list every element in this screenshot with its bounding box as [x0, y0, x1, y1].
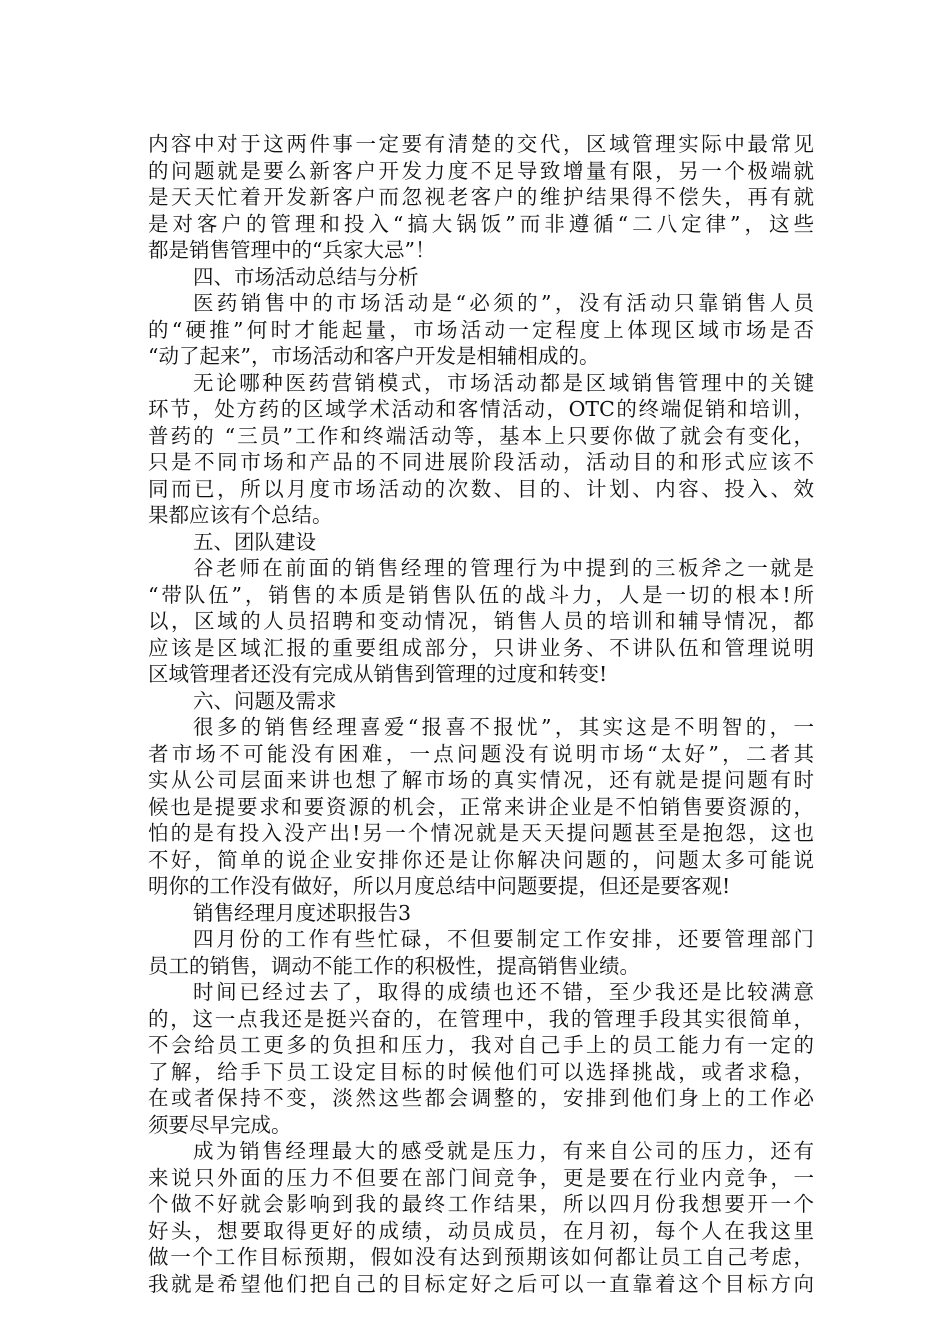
- text-line: 果都应该有个总结。: [148, 503, 333, 527]
- document-body: [148, 131, 814, 1297]
- text-line: 普药的 “三员”工作和终端活动等，基本上只要你做了就会有变化，: [148, 423, 814, 448]
- text-line: 以，区域的人员招聘和变动情况，销售人员的培训和辅导情况，都: [148, 609, 814, 633]
- text-line: 区域管理者还没有完成从销售到管理的过度和转变!: [148, 662, 608, 686]
- text-line: 的问题就是要么新客户开发力度不足导致增量有限，另一个极端就: [148, 158, 814, 183]
- text-line: “带队伍”，销售的本质是销售队伍的战斗力，人是一切的根本!所: [148, 582, 814, 607]
- text-line: 是天天忙着开发新客户而忽视老客户的维护结果得不偿失，再有就: [148, 185, 814, 209]
- paragraph-first-line: 谷老师在前面的销售经理的管理行为中提到的三板斧之一就是: [193, 556, 814, 580]
- text-line: 须要尽早完成。: [148, 1112, 292, 1137]
- section-heading: 六、问题及需求: [193, 688, 337, 713]
- text-line: 在或者保持不变，淡然这些都会调整的，安排到他们身上的工作必: [148, 1086, 814, 1110]
- text-line: 只是不同市场和产品的不同进展阶段活动，活动目的和形式应该不: [148, 450, 814, 474]
- text-line: 都是销售管理中的“兵家大忌”！: [148, 238, 436, 262]
- text-line: 我就是希望他们把自己的目标定好之后可以一直靠着这个目标方向: [148, 1271, 814, 1296]
- paragraph-first-line: 四月份的工作有些忙碌，不但要制定工作安排，还要管理部门: [193, 927, 814, 951]
- text-line: 了解，给手下员工设定目标的时候他们可以选择挑战，或者求稳，: [148, 1059, 814, 1084]
- text-line: 同而已，所以月度市场活动的次数、目的、计划、内容、投入、效: [148, 476, 814, 501]
- text-line: 的“硬推”何时才能起量，市场活动一定程度上体现区域市场是否: [148, 317, 814, 342]
- text-line: 不会给员工更多的负担和压力，我对自己手上的员工能力有一定的: [148, 1033, 814, 1057]
- text-line: 环节，处方药的区域学术活动和客情活动，OTC的终端促销和培训，: [148, 397, 814, 421]
- text-line: 员工的销售，调动不能工作的积极性，提高销售业绩。: [148, 953, 640, 978]
- paragraph-first-line: 成为销售经理最大的感受就是压力，有来自公司的压力，还有: [193, 1139, 814, 1163]
- text-line: 的，这一点我还是挺兴奋的，在管理中，我的管理手段其实很简单，: [148, 1006, 814, 1031]
- paragraph-first-line: 很多的销售经理喜爱“报喜不报忧”，其实这是不明智的，一: [193, 715, 814, 739]
- text-line: 是对客户的管理和投入“搞大锅饭”而非遵循“二八定律”，这些: [148, 211, 814, 236]
- paragraph-first-line: 时间已经过去了，取得的成绩也还不错，至少我还是比较满意: [193, 980, 814, 1004]
- text-line: 候也是提要求和要资源的机会，正常来讲企业是不怕销售要资源的，: [148, 794, 814, 819]
- text-line: 不好，简单的说企业安排你还是让你解决问题的，问题太多可能说: [148, 847, 814, 872]
- text-line: 怕的是有投入没产出!另一个情况就是天天提问题甚至是抱怨，这也: [148, 821, 814, 845]
- paragraph-first-line: 医药销售中的市场活动是“必须的”，没有活动只靠销售人员: [193, 291, 814, 315]
- text-line: 做一个工作目标预期，假如没有达到预期该如何都让员工自己考虑，: [148, 1245, 814, 1269]
- text-line: 内容中对于这两件事一定要有清楚的交代，区域管理实际中最常见: [148, 132, 814, 156]
- text-line: 者市场不可能没有困难，一点问题没有说明市场“太好”，二者其: [148, 741, 814, 766]
- report-title: 销售经理月度述职报告3: [193, 900, 412, 925]
- text-line: 应该是区域汇报的重要组成部分，只讲业务、不讲队伍和管理说明: [148, 635, 814, 660]
- text-line: 明你的工作没有做好，所以月度总结中问题要提，但还是要客观!: [148, 874, 731, 898]
- text-line: “动了起来”，市场活动和客户开发是相辅相成的。: [148, 344, 600, 368]
- text-line: 来说只外面的压力不但要在部门间竞争，更是要在行业内竞争，一: [148, 1165, 814, 1190]
- section-heading: 五、团队建设: [193, 529, 316, 554]
- paragraph-first-line: 无论哪种医药营销模式，市场活动都是区域销售管理中的关键: [193, 370, 814, 395]
- text-line: 实从公司层面来讲也想了解市场的真实情况，还有就是提问题有时: [148, 768, 814, 792]
- text-line: 个做不好就会影响到我的最终工作结果，所以四月份我想要开一个: [148, 1192, 814, 1216]
- section-heading: 四、市场活动总结与分析: [193, 264, 419, 289]
- text-line: 好头，想要取得更好的成绩，动员成员，在月初，每个人在我这里: [148, 1218, 814, 1243]
